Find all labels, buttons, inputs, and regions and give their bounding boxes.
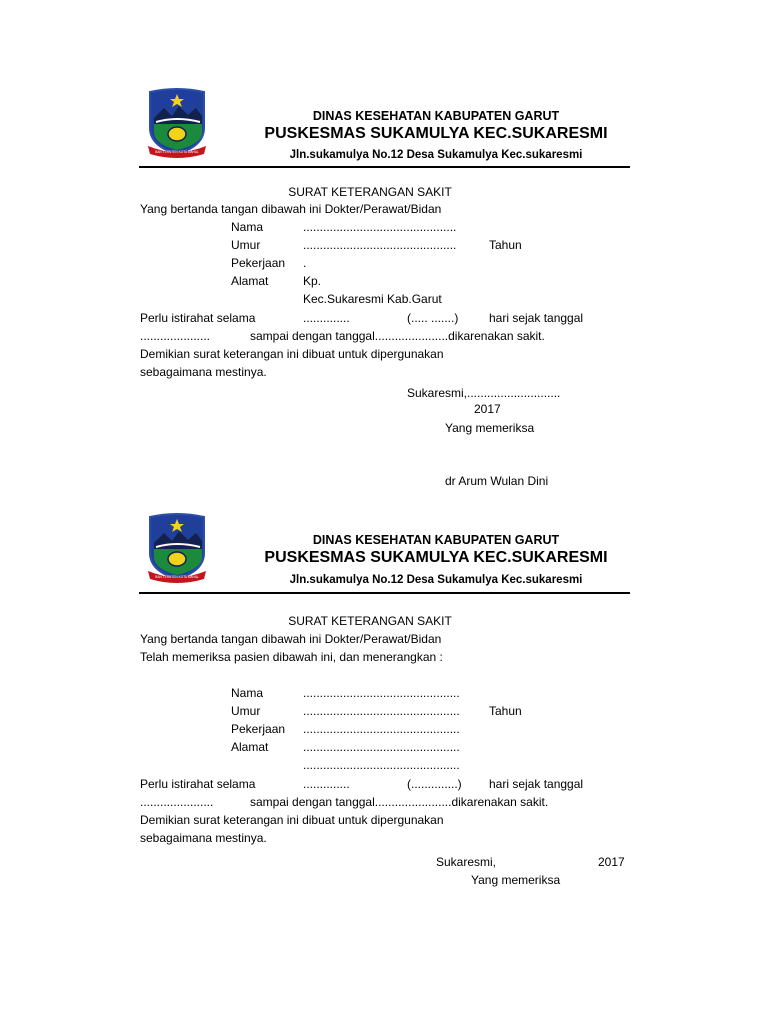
header-agency: DINAS KESEHATAN KABUPATEN GARUT	[312, 533, 560, 547]
field-label-umur: Umur	[231, 238, 261, 252]
header-divider	[139, 166, 630, 168]
header-clinic: PUSKESMAS SUKAMULYA KEC.SUKARESMI	[264, 549, 608, 566]
year: 2017	[598, 855, 625, 869]
field-value-alamat: Kp.	[303, 274, 322, 288]
until-text: sampai dengan tanggal......................dikarenakan sakit.	[250, 329, 545, 343]
field-value-alamat-2: ...............................................	[303, 758, 460, 772]
rest-days-dots: ..............	[303, 777, 350, 791]
field-label-umur: Umur	[231, 704, 261, 718]
field-value-pekerjaan: .	[303, 256, 307, 270]
field-label-pekerjaan: Pekerjaan	[231, 256, 286, 270]
field-value-nama: ...............................................	[303, 686, 460, 700]
place-date: Sukaresmi,............................	[407, 386, 561, 400]
date-from-dots: ......................	[140, 795, 214, 809]
letter-title: SURAT KETERANGAN SAKIT	[288, 185, 452, 199]
field-label-pekerjaan: Pekerjaan	[231, 722, 286, 736]
year: 2017	[474, 402, 501, 416]
field-value-alamat: ...............................................	[303, 740, 460, 754]
field-value-pekerjaan: ...............................................	[303, 722, 460, 736]
doctor-name: dr Arum Wulan Dini	[445, 474, 549, 488]
logo-ribbon-text: BAN TERNTEN KOTA MAHAL	[155, 575, 199, 579]
header-agency: DINAS KESEHATAN KABUPATEN GARUT	[312, 109, 560, 123]
until-text: sampai dengan tanggal.......................dikarenakan sakit.	[250, 795, 549, 809]
header-address: Jln.sukamulya No.12 Desa Sukamulya Kec.sukaresmi	[289, 574, 583, 586]
header-divider	[139, 592, 630, 594]
intro-text-2: Telah memeriksa pasien dibawah ini, dan menerangkan :	[140, 650, 443, 664]
closing-line-2: sebagaimana mestinya.	[140, 365, 267, 379]
field-label-alamat: Alamat	[231, 740, 269, 754]
rest-days-dots: ..............	[303, 311, 350, 325]
examiner-label: Yang memeriksa	[445, 421, 535, 435]
field-value-umur: ...............................................	[303, 704, 460, 718]
rest-since-text: hari sejak tanggal	[489, 311, 584, 325]
field-value-alamat-2: Kec.Sukaresmi Kab.Garut	[303, 292, 442, 306]
intro-text: Yang bertanda tangan dibawah ini Dokter/Perawat/Bidan	[140, 632, 442, 646]
rest-label: Perlu istirahat selama	[140, 777, 256, 791]
closing-line-1: Demikian surat keterangan ini dibuat untuk dipergunakan	[140, 347, 444, 361]
logo-ribbon-text: BAN TERNTEN KOTA MAHAL	[155, 150, 199, 154]
closing-line-2: sebagaimana mestinya.	[140, 831, 267, 845]
field-unit-tahun: Tahun	[489, 704, 522, 718]
closing-line-1: Demikian surat keterangan ini dibuat untuk dipergunakan	[140, 813, 444, 827]
field-value-umur: ..............................................	[303, 238, 457, 252]
garut-regency-logo	[146, 88, 208, 158]
rest-since-text: hari sejak tanggal	[489, 777, 584, 791]
header-clinic: PUSKESMAS SUKAMULYA KEC.SUKARESMI	[264, 125, 608, 142]
garut-regency-logo	[146, 513, 208, 583]
intro-text: Yang bertanda tangan dibawah ini Dokter/Perawat/Bidan	[140, 202, 442, 216]
field-unit-tahun: Tahun	[489, 238, 522, 252]
rest-label: Perlu istirahat selama	[140, 311, 256, 325]
rest-days-paren: (..............)	[407, 777, 462, 791]
field-label-nama: Nama	[231, 220, 264, 234]
field-value-nama: ..............................................	[303, 220, 457, 234]
field-label-nama: Nama	[231, 686, 264, 700]
letter-title: SURAT KETERANGAN SAKIT	[288, 614, 452, 628]
field-label-alamat: Alamat	[231, 274, 269, 288]
examiner-label: Yang memeriksa	[471, 873, 561, 887]
rest-days-paren: (..... .......)	[407, 311, 459, 325]
date-from-dots: .....................	[140, 329, 211, 343]
place: Sukaresmi,	[436, 855, 497, 869]
header-address: Jln.sukamulya No.12 Desa Sukamulya Kec.sukaresmi	[289, 149, 583, 161]
